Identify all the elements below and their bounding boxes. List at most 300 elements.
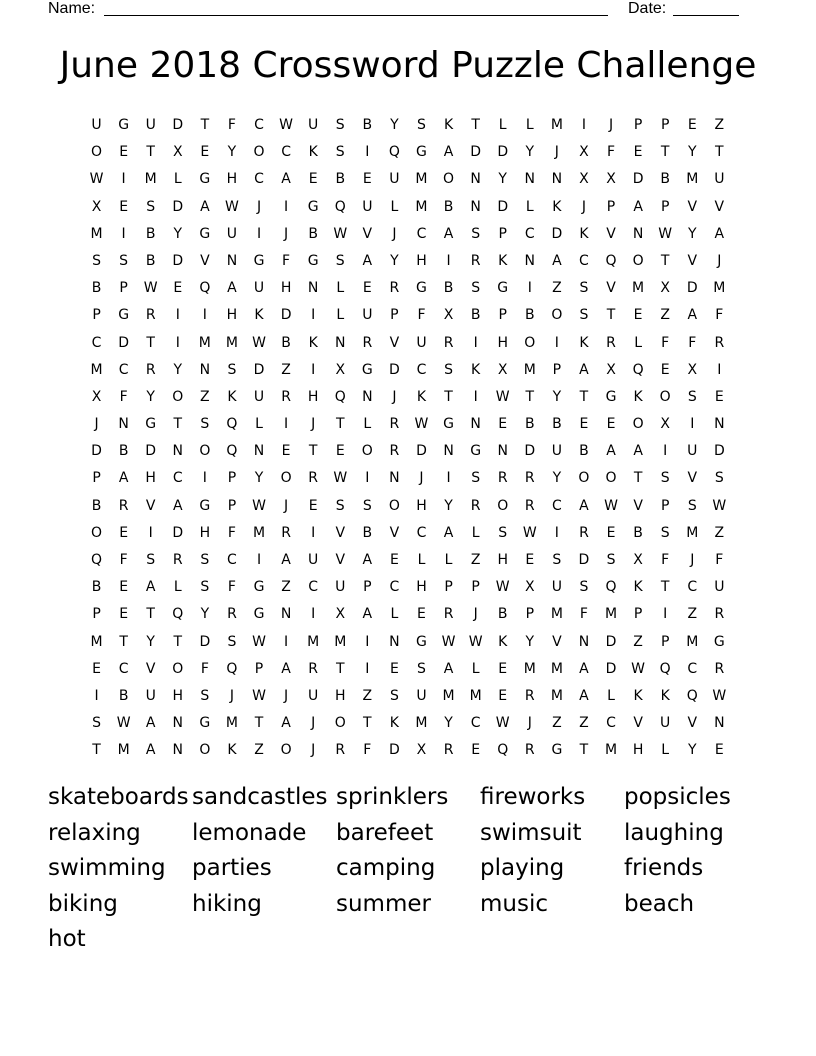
name-blank-line[interactable]	[104, 15, 608, 16]
grid-cell: R	[524, 470, 535, 487]
grid-cell: S	[335, 252, 345, 269]
grid-cell: A	[443, 225, 454, 242]
grid-cell: W	[522, 524, 537, 541]
grid-cell: T	[525, 388, 535, 405]
grid-cell: U	[308, 117, 319, 133]
grid-cell: K	[254, 307, 264, 324]
grid-cell: J	[284, 497, 289, 514]
grid-cell: N	[443, 443, 454, 460]
grid-cell: T	[715, 144, 724, 161]
grid-cell: D	[551, 225, 563, 242]
grid-cell: W	[252, 633, 266, 650]
grid-cell: L	[661, 742, 670, 759]
grid-cell: Q	[226, 660, 238, 677]
grid-cell: B	[443, 198, 454, 215]
grid-cell: S	[471, 470, 481, 487]
grid-cell: T	[335, 660, 345, 677]
grid-cell: D	[605, 633, 617, 650]
grid-cell: I	[148, 524, 153, 541]
word-bank-item: friends	[624, 855, 704, 881]
grid-cell: K	[579, 225, 589, 242]
grid-cell: Q	[334, 198, 346, 215]
grid-cell: U	[253, 280, 265, 297]
word-bank-item: summer	[336, 890, 431, 917]
grid-cell: S	[119, 252, 129, 269]
grid-cell: D	[172, 252, 184, 269]
grid-cell: K	[227, 388, 237, 405]
grid-cell: B	[118, 443, 129, 460]
grid-cell: T	[200, 117, 210, 133]
grid-cell: P	[227, 497, 237, 514]
grid-cell: X	[335, 361, 346, 378]
grid-cell: S	[714, 470, 724, 487]
grid-cell: N	[551, 171, 563, 188]
grid-cell: E	[119, 606, 129, 623]
grid-cell: I	[202, 307, 207, 324]
grid-cell: G	[199, 225, 211, 242]
grid-cell: Q	[226, 443, 238, 460]
grid-cell: I	[284, 633, 289, 650]
grid-cell: L	[471, 660, 480, 677]
grid-cell: B	[362, 524, 373, 541]
grid-cell: A	[281, 660, 291, 677]
grid-cell: D	[253, 361, 265, 378]
grid-cell: Z	[714, 524, 725, 541]
grid-cell: H	[145, 470, 156, 487]
grid-cell: G	[605, 388, 617, 405]
grid-cell: S	[335, 144, 345, 161]
grid-cell: K	[227, 742, 237, 759]
grid-cell: N	[280, 606, 292, 623]
grid-cell: O	[443, 171, 455, 188]
grid-cell: V	[687, 715, 698, 732]
grid-cell: V	[687, 252, 698, 269]
grid-cell: W	[441, 633, 456, 650]
grid-cell: X	[335, 606, 346, 623]
grid-cell: L	[498, 117, 507, 133]
grid-row	[83, 576, 733, 603]
grid-cell: Z	[687, 606, 698, 623]
grid-cell: L	[336, 280, 345, 297]
grid-cell: E	[498, 660, 508, 677]
grid-row	[83, 685, 733, 712]
word-bank-item: beach	[624, 890, 695, 917]
grid-cell: E	[498, 416, 508, 433]
grid-cell: H	[416, 252, 427, 269]
grid-cell: C	[254, 117, 264, 133]
grid-cell: C	[389, 579, 400, 596]
grid-cell: C	[524, 225, 535, 242]
grid-cell: K	[633, 388, 643, 405]
grid-cell: V	[606, 225, 616, 242]
grid-row	[83, 495, 733, 522]
grid-cell: K	[308, 144, 318, 161]
grid-cell: M	[469, 687, 482, 704]
grid-cell: P	[525, 606, 535, 623]
grid-cell: I	[284, 416, 289, 433]
word-bank-item: skateboards	[48, 784, 189, 810]
grid-cell: A	[443, 660, 454, 677]
grid-cell: I	[527, 280, 532, 297]
grid-cell: C	[227, 552, 237, 568]
grid-cell: Y	[254, 470, 264, 487]
grid-cell: P	[444, 579, 453, 596]
grid-cell: K	[498, 633, 508, 650]
grid-cell: C	[687, 660, 698, 677]
grid-cell: S	[200, 579, 210, 596]
grid-cell: R	[714, 660, 725, 677]
grid-cell: F	[200, 660, 209, 677]
grid-cell: Y	[146, 388, 155, 405]
grid-cell: Z	[470, 552, 481, 568]
grid-cell: R	[281, 524, 291, 541]
grid-cell: T	[146, 606, 155, 623]
grid-cell: X	[606, 361, 616, 378]
grid-cell: F	[417, 307, 426, 324]
grid-cell: U	[253, 388, 265, 405]
grid-cell: H	[632, 742, 644, 759]
grid-cell: W	[333, 225, 348, 242]
grid-cell: P	[254, 660, 264, 677]
grid-cell: P	[498, 225, 507, 242]
grid-cell: J	[608, 117, 614, 133]
grid-cell: B	[118, 687, 129, 704]
grid-cell: A	[714, 225, 725, 242]
grid-cell: C	[91, 334, 102, 351]
grid-cell: M	[415, 198, 428, 215]
grid-cell: A	[281, 715, 291, 732]
grid-cell: O	[551, 307, 563, 324]
grid-cell: K	[471, 361, 481, 378]
grid-cell: Z	[579, 715, 589, 732]
grid-cell: B	[497, 606, 508, 623]
grid-cell: D	[199, 633, 211, 650]
grid-cell: K	[389, 715, 399, 732]
grid-cell: S	[200, 416, 210, 433]
grid-cell: O	[280, 470, 292, 487]
grid-cell: K	[498, 252, 508, 269]
grid-cell: Y	[687, 144, 697, 161]
grid-cell: N	[524, 252, 536, 269]
grid-cell: M	[334, 633, 347, 650]
grid-cell: S	[417, 117, 426, 133]
grid-cell: R	[524, 742, 535, 759]
grid-cell: O	[334, 715, 346, 732]
grid-cell: M	[550, 660, 563, 677]
grid-cell: E	[308, 171, 318, 188]
grid-cell: L	[417, 552, 426, 568]
grid-cell: H	[307, 388, 319, 405]
grid-cell: I	[446, 252, 451, 269]
grid-cell: G	[416, 144, 427, 161]
grid-cell: Y	[227, 144, 237, 161]
grid-cell: I	[717, 361, 722, 378]
grid-cell: O	[659, 388, 671, 405]
grid-cell: K	[633, 687, 643, 704]
grid-row	[83, 440, 733, 467]
grid-cell: N	[714, 715, 725, 732]
grid-cell: S	[200, 687, 210, 704]
grid-row	[83, 250, 733, 277]
grid-cell: U	[389, 171, 400, 188]
grid-cell: M	[198, 334, 211, 351]
word-bank-item: swimming	[48, 855, 166, 881]
grid-cell: M	[117, 742, 130, 759]
grid-cell: U	[660, 715, 671, 732]
grid-cell: I	[202, 470, 207, 487]
grid-cell: T	[254, 715, 264, 732]
grid-cell: E	[389, 552, 399, 568]
grid-cell: W	[279, 117, 293, 133]
grid-cell: G	[118, 307, 130, 324]
grid-cell: F	[119, 388, 128, 405]
grid-cell: H	[226, 171, 238, 188]
grid-cell: J	[311, 742, 316, 759]
grid-cell: A	[200, 198, 210, 215]
grid-cell: U	[226, 225, 238, 242]
grid-cell: Y	[525, 633, 535, 650]
grid-cell: V	[145, 660, 156, 677]
grid-cell: W	[631, 660, 646, 677]
grid-cell: T	[579, 388, 589, 405]
grid-cell: D	[280, 307, 292, 324]
grid-cell: R	[443, 742, 454, 759]
grid-cell: G	[199, 715, 211, 732]
grid-cell: E	[606, 416, 616, 433]
grid-cell: A	[281, 171, 291, 188]
grid-cell: M	[523, 660, 536, 677]
grid-cell: S	[335, 117, 345, 133]
grid-cell: N	[172, 742, 184, 759]
grid-cell: G	[199, 171, 211, 188]
grid-cell: G	[551, 742, 563, 759]
grid-cell: E	[525, 552, 535, 568]
grid-cell: I	[554, 524, 559, 541]
grid-cell: U	[714, 171, 725, 188]
grid-cell: W	[225, 198, 239, 215]
grid-row	[83, 141, 733, 168]
grid-cell: A	[687, 307, 698, 324]
grid-cell: M	[686, 171, 699, 188]
grid-cell: P	[633, 117, 643, 133]
grid-cell: Z	[200, 388, 210, 405]
grid-cell: G	[307, 252, 319, 269]
grid-cell: T	[606, 307, 616, 324]
grid-cell: S	[146, 198, 156, 215]
grid-cell: M	[550, 117, 563, 133]
grid-cell: P	[660, 117, 670, 133]
grid-cell: N	[497, 443, 508, 460]
grid-cell: P	[633, 606, 643, 623]
grid-cell: Z	[362, 687, 373, 704]
grid-cell: E	[173, 280, 183, 297]
grid-cell: M	[225, 334, 238, 351]
word-bank-item: playing	[480, 855, 565, 881]
grid-cell: R	[145, 361, 156, 378]
grid-cell: W	[712, 497, 727, 514]
grid-cell: R	[579, 524, 589, 541]
grid-cell: R	[524, 497, 535, 514]
grid-cell: T	[660, 579, 670, 596]
grid-cell: S	[471, 280, 481, 297]
word-bank-item: biking	[48, 890, 118, 917]
grid-cell: V	[200, 252, 210, 269]
grid-cell: E	[119, 524, 129, 541]
grid-cell: A	[118, 470, 129, 487]
grid-cell: H	[416, 579, 427, 596]
grid-cell: M	[90, 633, 103, 650]
grid-cell: B	[524, 416, 535, 433]
grid-cell: O	[578, 470, 590, 487]
grid-cell: R	[227, 606, 237, 623]
grid-cell: D	[145, 443, 157, 460]
grid-cell: M	[415, 171, 428, 188]
grid-cell: E	[119, 198, 129, 215]
grid-cell: M	[686, 524, 699, 541]
grid-cell: O	[280, 742, 292, 759]
grid-cell: Q	[686, 687, 698, 704]
grid-cell: M	[604, 606, 618, 623]
grid-cell: L	[336, 307, 345, 324]
grid-row	[83, 114, 733, 141]
grid-cell: X	[91, 388, 102, 405]
grid-cell: O	[497, 497, 509, 514]
grid-cell: H	[497, 552, 508, 568]
grid-cell: P	[660, 497, 670, 514]
grid-cell: I	[175, 334, 180, 351]
grid-cell: R	[524, 687, 535, 704]
grid-cell: G	[307, 198, 319, 215]
word-bank-item: lemonade	[192, 819, 307, 846]
grid-cell: Y	[552, 470, 562, 487]
grid-cell: I	[94, 687, 99, 704]
grid-cell: Q	[605, 579, 617, 596]
grid-cell: K	[660, 687, 670, 704]
grid-cell: N	[714, 416, 725, 433]
grid-cell: F	[363, 742, 372, 759]
grid-cell: Q	[497, 742, 509, 759]
date-label: Date:	[628, 0, 667, 17]
grid-cell: A	[579, 361, 589, 378]
grid-cell: S	[471, 225, 481, 242]
grid-cell: G	[253, 579, 265, 596]
grid-cell: S	[687, 388, 697, 405]
grid-cell: Y	[146, 633, 155, 650]
grid-cell: D	[713, 443, 725, 460]
grid-row	[83, 712, 733, 739]
grid-cell: A	[362, 552, 373, 568]
grid-cell: O	[199, 443, 211, 460]
grid-cell: A	[633, 198, 643, 215]
grid-cell: V	[633, 715, 643, 732]
grid-cell: V	[714, 198, 725, 215]
grid-cell: R	[389, 416, 400, 433]
grid-cell: E	[606, 524, 616, 541]
grid-cell: G	[145, 416, 157, 433]
grid-cell: S	[362, 497, 372, 514]
grid-cell: K	[416, 388, 427, 405]
grid-cell: H	[280, 280, 292, 297]
grid-cell: V	[633, 497, 643, 514]
grid-cell: G	[118, 117, 130, 133]
grid-cell: T	[146, 144, 155, 161]
date-blank-line[interactable]	[673, 15, 739, 16]
grid-cell: W	[468, 633, 483, 650]
grid-cell: F	[119, 552, 128, 568]
grid-cell: X	[416, 742, 427, 759]
grid-cell: U	[362, 198, 373, 215]
grid-cell: A	[145, 579, 156, 596]
grid-cell: W	[116, 715, 131, 732]
grid-cell: M	[415, 715, 428, 732]
page-title: June 2018 Crossword Puzzle Challenge	[59, 45, 757, 86]
grid-cell: R	[389, 443, 400, 460]
grid-cell: D	[118, 334, 129, 351]
grid-cell: A	[227, 280, 237, 297]
grid-cell: M	[307, 633, 320, 650]
grid-cell: P	[471, 579, 480, 596]
grid-cell: A	[579, 687, 589, 704]
grid-cell: S	[92, 715, 101, 732]
grid-cell: V	[389, 524, 400, 541]
grid-cell: J	[581, 198, 587, 215]
grid-cell: M	[550, 606, 563, 623]
grid-cell: J	[284, 225, 289, 242]
grid-cell: P	[92, 307, 101, 324]
letter-grid	[83, 114, 733, 767]
grid-cell: F	[688, 334, 697, 351]
grid-cell: V	[389, 334, 400, 351]
grid-cell: T	[119, 633, 128, 650]
grid-cell: C	[416, 361, 427, 378]
grid-cell: L	[173, 171, 182, 188]
grid-cell: W	[333, 470, 348, 487]
grid-cell: Z	[552, 280, 562, 297]
grid-cell: E	[579, 416, 589, 433]
grid-cell: K	[633, 579, 643, 596]
grid-cell: Y	[552, 388, 562, 405]
grid-cell: O	[524, 334, 536, 351]
grid-cell: J	[473, 606, 478, 623]
grid-cell: S	[389, 687, 399, 704]
grid-cell: O	[91, 144, 103, 161]
grid-cell: S	[687, 497, 697, 514]
grid-cell: V	[687, 470, 698, 487]
grid-cell: P	[363, 579, 372, 596]
grid-cell: I	[663, 443, 668, 460]
grid-cell: B	[524, 307, 535, 324]
grid-cell: B	[91, 280, 102, 297]
grid-cell: S	[200, 552, 210, 568]
grid-cell: T	[363, 715, 372, 732]
grid-cell: W	[495, 715, 510, 732]
grid-cell: J	[256, 198, 262, 215]
grid-cell: A	[362, 252, 373, 269]
grid-cell: B	[660, 171, 670, 188]
grid-cell: I	[311, 307, 316, 324]
grid-cell: X	[660, 280, 670, 297]
grid-cell: E	[660, 361, 670, 378]
grid-cell: Q	[334, 388, 346, 405]
grid-cell: N	[199, 361, 211, 378]
grid-cell: J	[392, 225, 397, 242]
grid-cell: D	[389, 742, 400, 759]
grid-cell: U	[308, 687, 319, 704]
word-bank-item: parties	[192, 855, 272, 881]
grid-cell: X	[579, 171, 589, 188]
grid-cell: K	[552, 198, 562, 215]
grid-cell: I	[581, 117, 587, 133]
